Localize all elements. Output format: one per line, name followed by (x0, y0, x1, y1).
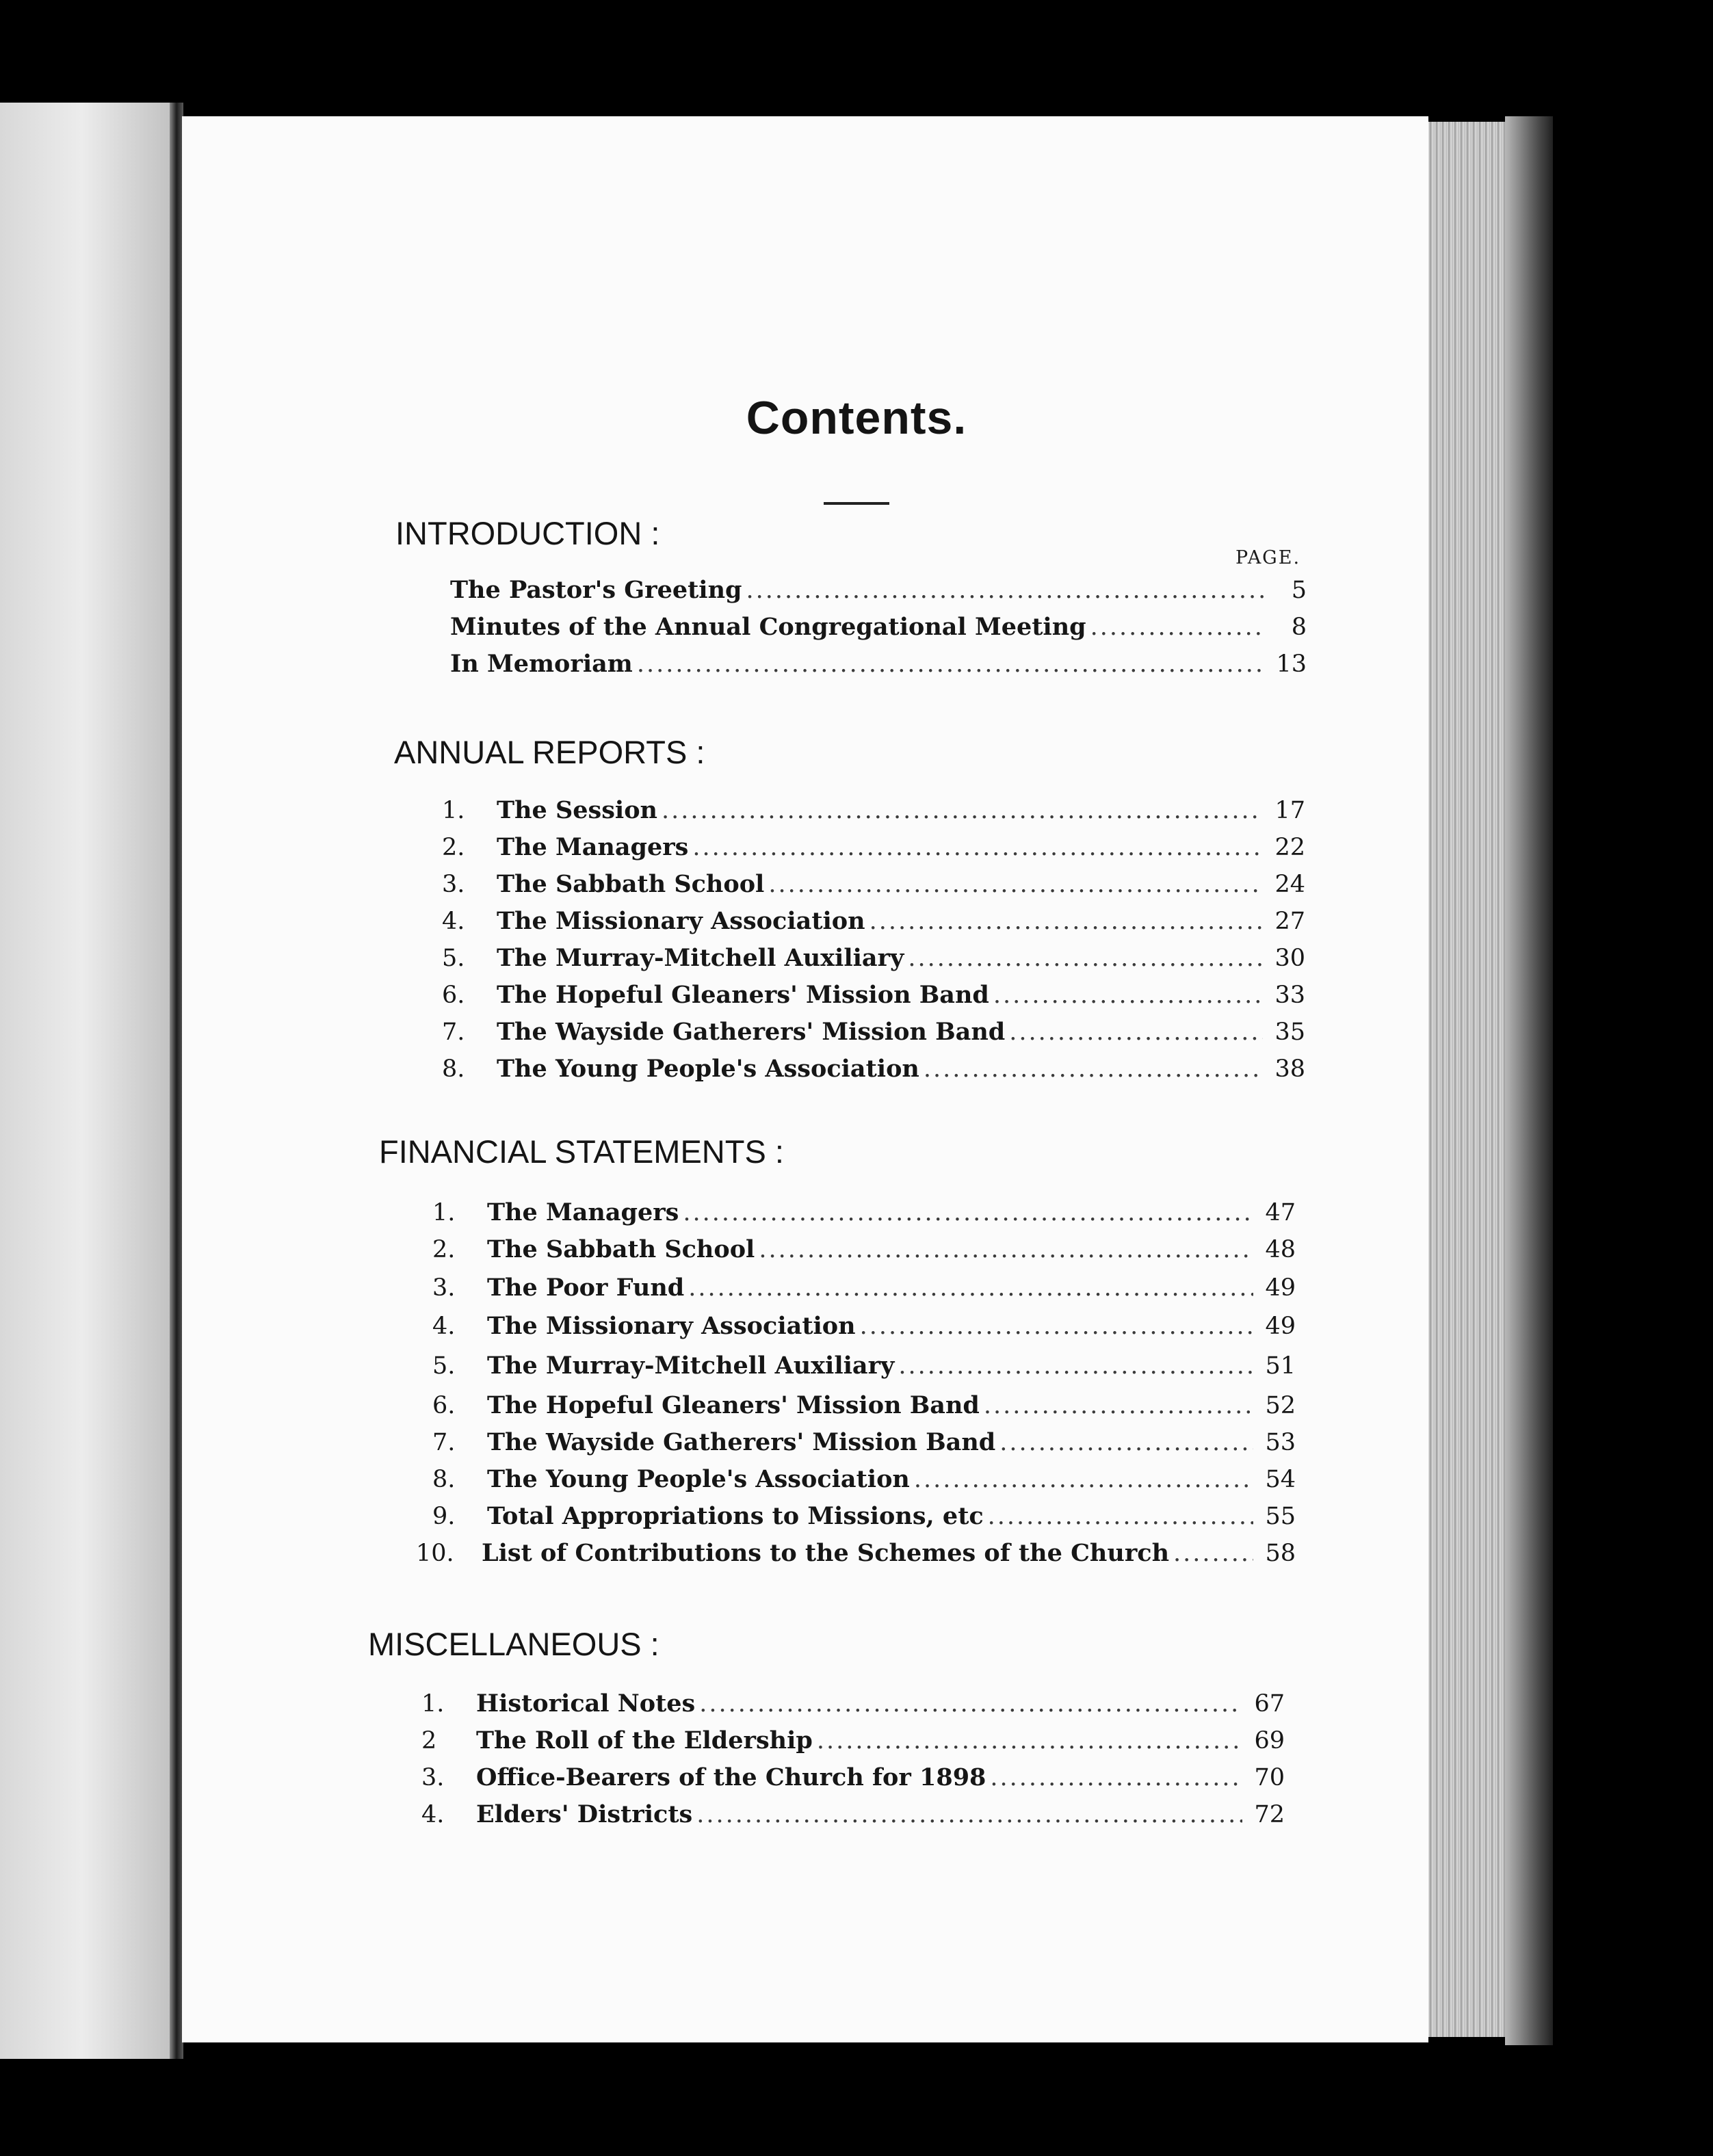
entry-number: 3. (442, 871, 465, 898)
toc-entry[interactable] (432, 1274, 1296, 1308)
toc-entry[interactable] (432, 1312, 1296, 1346)
entry-page: 55 (1265, 1503, 1296, 1530)
leader-dots (1009, 1018, 1263, 1046)
entry-page: 22 (1274, 834, 1305, 861)
leader-dots (999, 1429, 1253, 1456)
entry-number: 5. (432, 1352, 456, 1380)
entry-page: 17 (1274, 797, 1305, 824)
leader-dots (637, 650, 1264, 678)
toc-entry[interactable] (421, 1800, 1285, 1835)
entry-page: 33 (1274, 982, 1305, 1009)
entry-title: The Session (497, 796, 657, 824)
entry-title: Minutes of the Annual Congregational Meeting (450, 613, 1086, 641)
entry-page: 72 (1254, 1801, 1285, 1828)
leader-dots (759, 1236, 1253, 1263)
toc-entry[interactable] (442, 796, 1305, 830)
leader-dots (898, 1352, 1253, 1380)
entry-page: 5 (1291, 577, 1307, 604)
entry-page: 52 (1265, 1392, 1296, 1419)
toc-entry[interactable] (416, 1539, 1296, 1573)
entry-title: The Roll of the Eldership (476, 1726, 813, 1754)
entry-number: 1. (432, 1199, 456, 1226)
entry-page: 70 (1254, 1764, 1285, 1791)
entry-number: 1. (442, 797, 465, 824)
leader-dots (869, 908, 1263, 935)
entry-title: The Missionary Association (487, 1312, 856, 1340)
entry-title: The Missionary Association (497, 907, 865, 935)
toc-entry[interactable] (450, 576, 1307, 610)
entry-title: Office-Bearers of the Church for 1898 (476, 1763, 986, 1791)
entry-title: The Murray-Mitchell Auxiliary (497, 944, 904, 972)
entry-page: 49 (1265, 1313, 1296, 1340)
page-column-label: PAGE. (1235, 547, 1301, 568)
leader-dots (699, 1690, 1242, 1718)
section-heading-annual-reports: ANNUAL REPORTS : (394, 734, 705, 770)
entry-number: 4. (421, 1801, 445, 1828)
leader-dots (908, 945, 1263, 972)
toc-entry[interactable] (442, 870, 1305, 904)
leader-dots (683, 1199, 1253, 1226)
entry-title: The Sabbath School (497, 870, 765, 898)
leader-dots (860, 1313, 1253, 1340)
toc-entry[interactable] (442, 981, 1305, 1015)
entry-title: The Hopeful Gleaners' Mission Band (497, 981, 989, 1009)
entry-page: 27 (1274, 908, 1305, 935)
toc-entry[interactable] (442, 833, 1305, 867)
toc-entry[interactable] (442, 944, 1305, 978)
entry-number: 8. (432, 1466, 456, 1493)
entry-number: 3. (421, 1764, 445, 1791)
toc-entry[interactable] (432, 1428, 1296, 1462)
leader-dots (1090, 614, 1264, 641)
entry-title: The Poor Fund (487, 1274, 685, 1302)
leader-dots (688, 1274, 1253, 1302)
toc-entry[interactable] (432, 1235, 1296, 1270)
entry-page: 67 (1254, 1690, 1285, 1718)
entry-page: 51 (1265, 1352, 1296, 1380)
entry-number: 5. (442, 945, 465, 972)
entry-number: 7. (442, 1018, 465, 1046)
entry-page: 69 (1254, 1727, 1285, 1754)
entry-title: The Managers (497, 833, 689, 861)
entry-page: 13 (1276, 650, 1307, 678)
entry-page: 8 (1291, 614, 1307, 641)
toc-entry[interactable] (450, 650, 1307, 684)
leader-dots (990, 1764, 1242, 1791)
toc-entry[interactable] (432, 1502, 1296, 1536)
entry-number: 6. (432, 1392, 456, 1419)
title-rule (824, 502, 889, 505)
section-heading-financial-statements: FINANCIAL STATEMENTS : (379, 1133, 784, 1170)
leader-dots (988, 1503, 1253, 1530)
entry-number: 3. (432, 1274, 456, 1302)
entry-number: 2. (432, 1236, 456, 1263)
entry-number: 4. (432, 1313, 456, 1340)
entry-title: The Wayside Gatherers' Mission Band (497, 1018, 1006, 1046)
toc-entry[interactable] (432, 1198, 1296, 1233)
section-heading-miscellaneous: MISCELLANEOUS : (368, 1626, 659, 1662)
entry-title: The Young People's Association (487, 1465, 910, 1493)
toc-entry[interactable] (442, 907, 1305, 941)
entry-title: List of Contributions to the Schemes of the Church (482, 1539, 1170, 1567)
leader-dots (924, 1055, 1263, 1083)
toc-entry[interactable] (421, 1763, 1285, 1798)
entry-page: 38 (1274, 1055, 1305, 1083)
entry-number: 2. (442, 834, 465, 861)
toc-entry[interactable] (432, 1465, 1296, 1499)
entry-number: 6. (442, 982, 465, 1009)
leader-dots (662, 797, 1263, 824)
entry-title: The Murray-Mitchell Auxiliary (487, 1352, 895, 1380)
entry-title: In Memoriam (450, 650, 633, 678)
entry-number: 2 (421, 1727, 437, 1754)
toc-entry[interactable] (432, 1352, 1296, 1386)
entry-title: The Wayside Gatherers' Mission Band (487, 1428, 996, 1456)
leader-dots (1173, 1540, 1253, 1567)
leader-dots (914, 1466, 1253, 1493)
entry-number: 7. (432, 1429, 456, 1456)
entry-title: Total Appropriations to Missions, etc (487, 1502, 984, 1530)
entry-page: 30 (1274, 945, 1305, 972)
leader-dots (746, 577, 1264, 604)
entry-page: 47 (1265, 1199, 1296, 1226)
entry-number: 1. (421, 1690, 445, 1718)
leader-dots (768, 871, 1263, 898)
toc-entry[interactable] (442, 1018, 1305, 1052)
entry-page: 58 (1265, 1540, 1296, 1567)
entry-page: 54 (1265, 1466, 1296, 1493)
leader-dots (984, 1392, 1253, 1419)
leader-dots (817, 1727, 1242, 1754)
entry-page: 24 (1274, 871, 1305, 898)
entry-title: The Managers (487, 1198, 679, 1226)
toc-entry[interactable] (432, 1391, 1296, 1425)
page-title: Contents. (746, 392, 967, 444)
leader-dots (993, 982, 1263, 1009)
entry-title: The Pastor's Greeting (450, 576, 742, 604)
entry-title: The Sabbath School (487, 1235, 755, 1263)
entry-page: 35 (1274, 1018, 1305, 1046)
entry-number: 10. (416, 1540, 454, 1567)
entry-title: The Hopeful Gleaners' Mission Band (487, 1391, 980, 1419)
toc-entry[interactable] (421, 1726, 1285, 1761)
entry-page: 48 (1265, 1236, 1296, 1263)
toc-entry[interactable] (421, 1690, 1285, 1724)
leader-dots (692, 834, 1263, 861)
entry-page: 49 (1265, 1274, 1296, 1302)
section-heading-introduction: INTRODUCTION : (395, 515, 660, 551)
entry-page: 53 (1265, 1429, 1296, 1456)
leader-dots (696, 1801, 1242, 1828)
toc-entry[interactable] (442, 1055, 1305, 1089)
entry-title: Elders' Districts (476, 1800, 693, 1828)
entry-number: 9. (432, 1503, 456, 1530)
entry-title: The Young People's Association (497, 1055, 919, 1083)
entry-number: 4. (442, 908, 465, 935)
entry-title: Historical Notes (476, 1690, 696, 1718)
toc-entry[interactable] (450, 613, 1307, 647)
entry-number: 8. (442, 1055, 465, 1083)
